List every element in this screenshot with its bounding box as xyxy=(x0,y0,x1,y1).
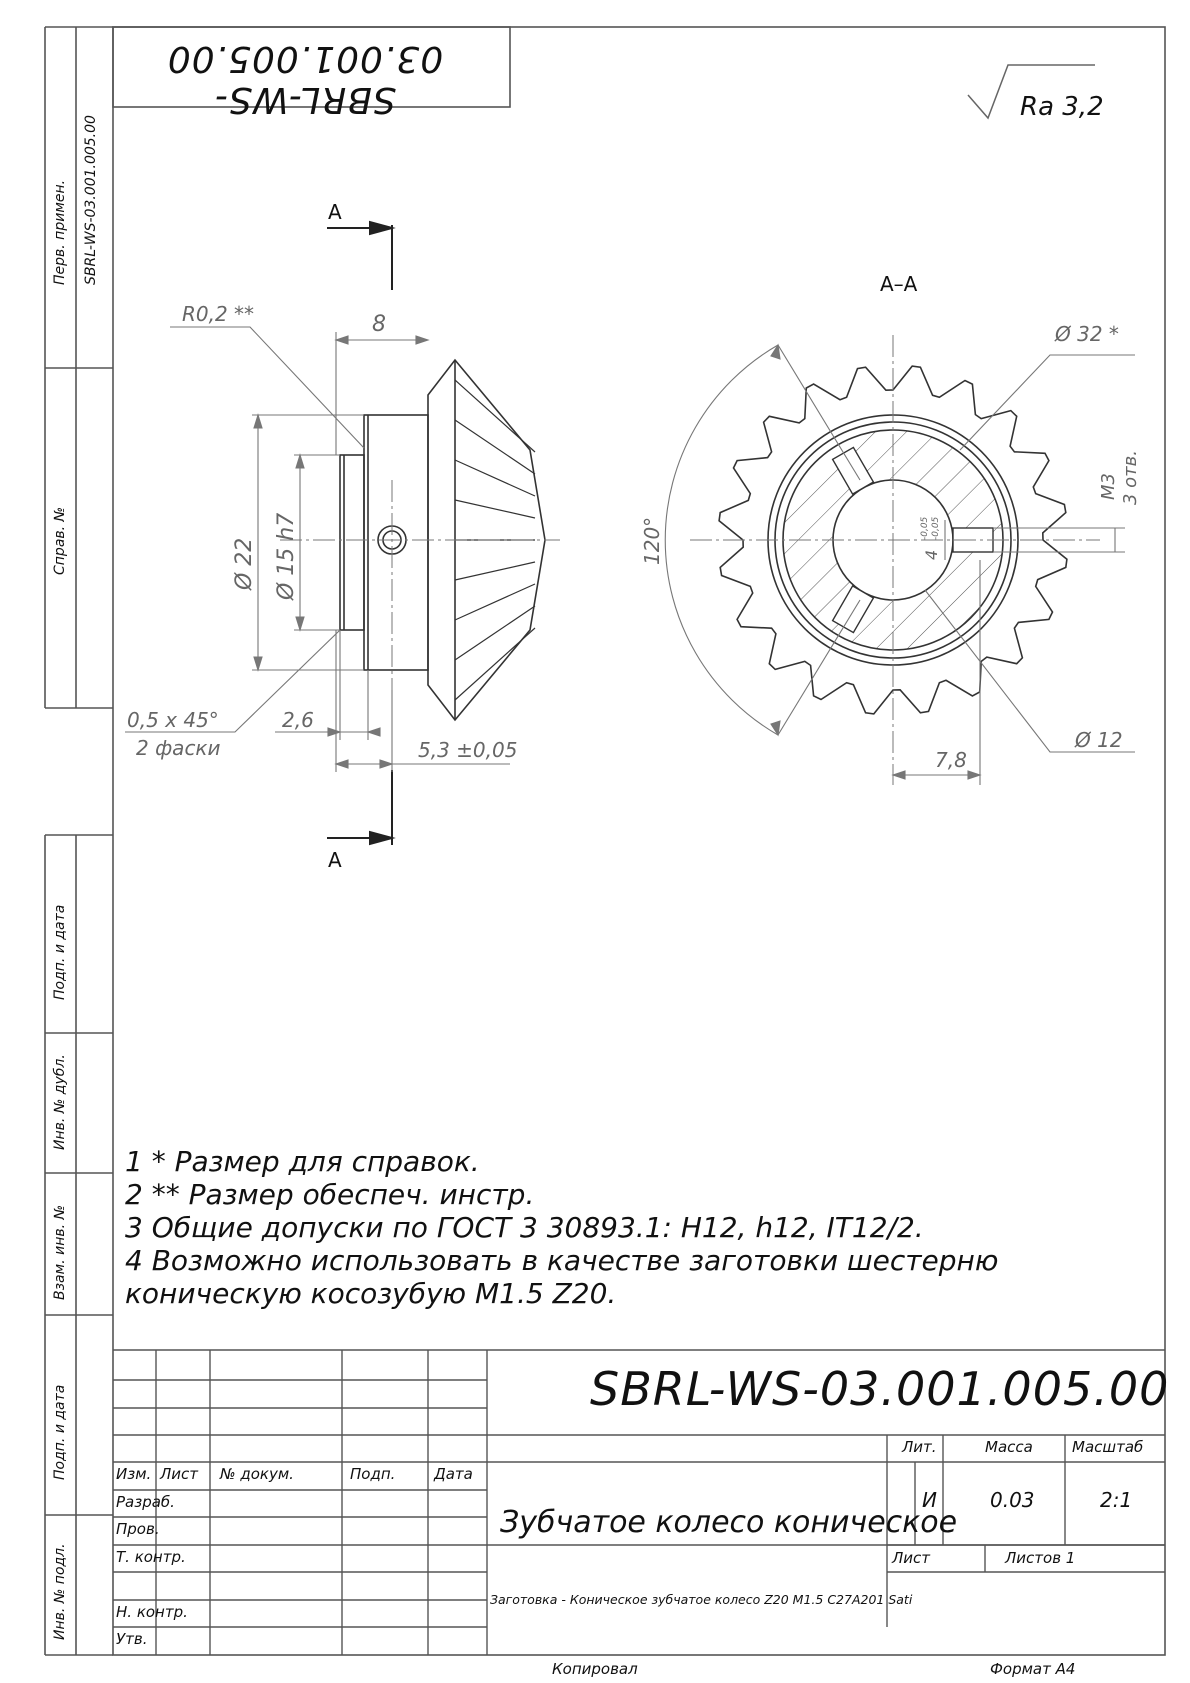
rotated-designation: SBRL-WS-03.001.005.00 xyxy=(166,38,444,120)
dim-4: 4 xyxy=(922,549,941,560)
dim-d15: Ø 15 h7 xyxy=(274,512,299,600)
row-tkontr: Т. контр. xyxy=(116,1548,186,1566)
lit-label: Лит. xyxy=(902,1438,937,1456)
gear-tooth-line xyxy=(455,500,535,518)
dim-r02: R0,2 ** xyxy=(182,302,255,326)
row-nkontr: Н. контр. xyxy=(116,1603,188,1621)
roughness-label: Ra 3,2 xyxy=(1020,92,1104,122)
dim-chamfer: 0,5 x 45° xyxy=(127,708,219,732)
side-label-podp-data-1: Подп. и дата xyxy=(52,904,68,1000)
note-1: 1 * Размер для справок. xyxy=(125,1145,480,1178)
side-label-podp-data-2: Подп. и дата xyxy=(52,1384,68,1480)
gear-tooth-line xyxy=(455,562,535,580)
dimensions-left xyxy=(125,327,510,772)
section-label-top: A xyxy=(328,200,342,224)
sheet-label: Лист xyxy=(892,1549,931,1567)
side-label-perv-primen-value: SBRL-WS-03.001.005.00 xyxy=(83,115,99,285)
side-label-perv-primen: Перв. примен. xyxy=(52,179,68,285)
dim-m3-holes: 3 отв. xyxy=(1120,449,1141,505)
side-label-inv-dubl: Инв. № дубл. xyxy=(52,1054,68,1150)
dim-78: 7,8 xyxy=(935,748,967,772)
sheets-label: Листов 1 xyxy=(1005,1549,1076,1567)
dim-53: 5,3 ±0,05 xyxy=(418,738,518,762)
title-part-name: Зубчатое колесо коническое xyxy=(500,1505,958,1540)
dim-d32: Ø 32 * xyxy=(1055,322,1119,346)
mass-label: Масса xyxy=(985,1438,1033,1456)
col-list: Лист xyxy=(160,1465,199,1483)
dim-4-tol-lower: -0,05 xyxy=(931,516,941,540)
side-label-inv-podl: Инв. № подл. xyxy=(52,1543,68,1640)
dim-8: 8 xyxy=(372,312,386,337)
scale-label: Масштаб xyxy=(1072,1438,1144,1456)
gear-tooth-line xyxy=(455,380,535,452)
dim-m3: M3 xyxy=(1098,473,1119,500)
col-podp: Подп. xyxy=(350,1465,396,1483)
dim-d12: Ø 12 xyxy=(1075,728,1123,752)
col-dokum: № докум. xyxy=(220,1465,294,1483)
row-prov: Пров. xyxy=(116,1520,160,1538)
dim-d22: Ø 22 xyxy=(232,537,257,590)
note-2: 2 ** Размер обеспеч. инстр. xyxy=(125,1178,535,1211)
title-material: Заготовка - Коническое зубчатое колесо Z20 M1.5 C27A201 Sati xyxy=(490,1592,913,1607)
scale-value: 2:1 xyxy=(1100,1488,1133,1512)
col-data: Дата xyxy=(434,1465,473,1483)
section-title: A–A xyxy=(880,272,918,296)
dim-120: 120° xyxy=(640,516,664,565)
row-utv: Утв. xyxy=(116,1630,148,1648)
copied-label: Копировал xyxy=(552,1660,638,1678)
gear-tooth-line xyxy=(455,628,535,700)
note-3: 3 Общие допуски по ГОСТ 3 30893.1: H12, h12, IT12/2. xyxy=(125,1211,924,1244)
row-razrab: Разраб. xyxy=(116,1493,175,1511)
format-label: Формат A4 xyxy=(990,1660,1076,1678)
dim-chamfer-note: 2 фаски xyxy=(136,736,221,760)
dim-4-tol-upper: -0,05 xyxy=(920,516,930,540)
side-label-vzam-inv: Взам. инв. № xyxy=(52,1204,68,1300)
note-4: 4 Возможно использовать в качестве заготовки шестерню xyxy=(125,1244,999,1277)
mass-value: 0.03 xyxy=(990,1488,1035,1512)
dim-26: 2,6 xyxy=(282,708,314,732)
lit-value: И xyxy=(922,1488,937,1512)
section-label-bottom: A xyxy=(328,848,342,872)
title-designation: SBRL-WS-03.001.005.00 xyxy=(590,1362,1170,1416)
col-izm: Изм. xyxy=(116,1465,152,1483)
note-4-cont: коническую косозубую M1.5 Z20. xyxy=(125,1277,617,1310)
side-label-sprav-no: Справ. № xyxy=(52,506,68,575)
centerlines-left xyxy=(280,480,560,690)
